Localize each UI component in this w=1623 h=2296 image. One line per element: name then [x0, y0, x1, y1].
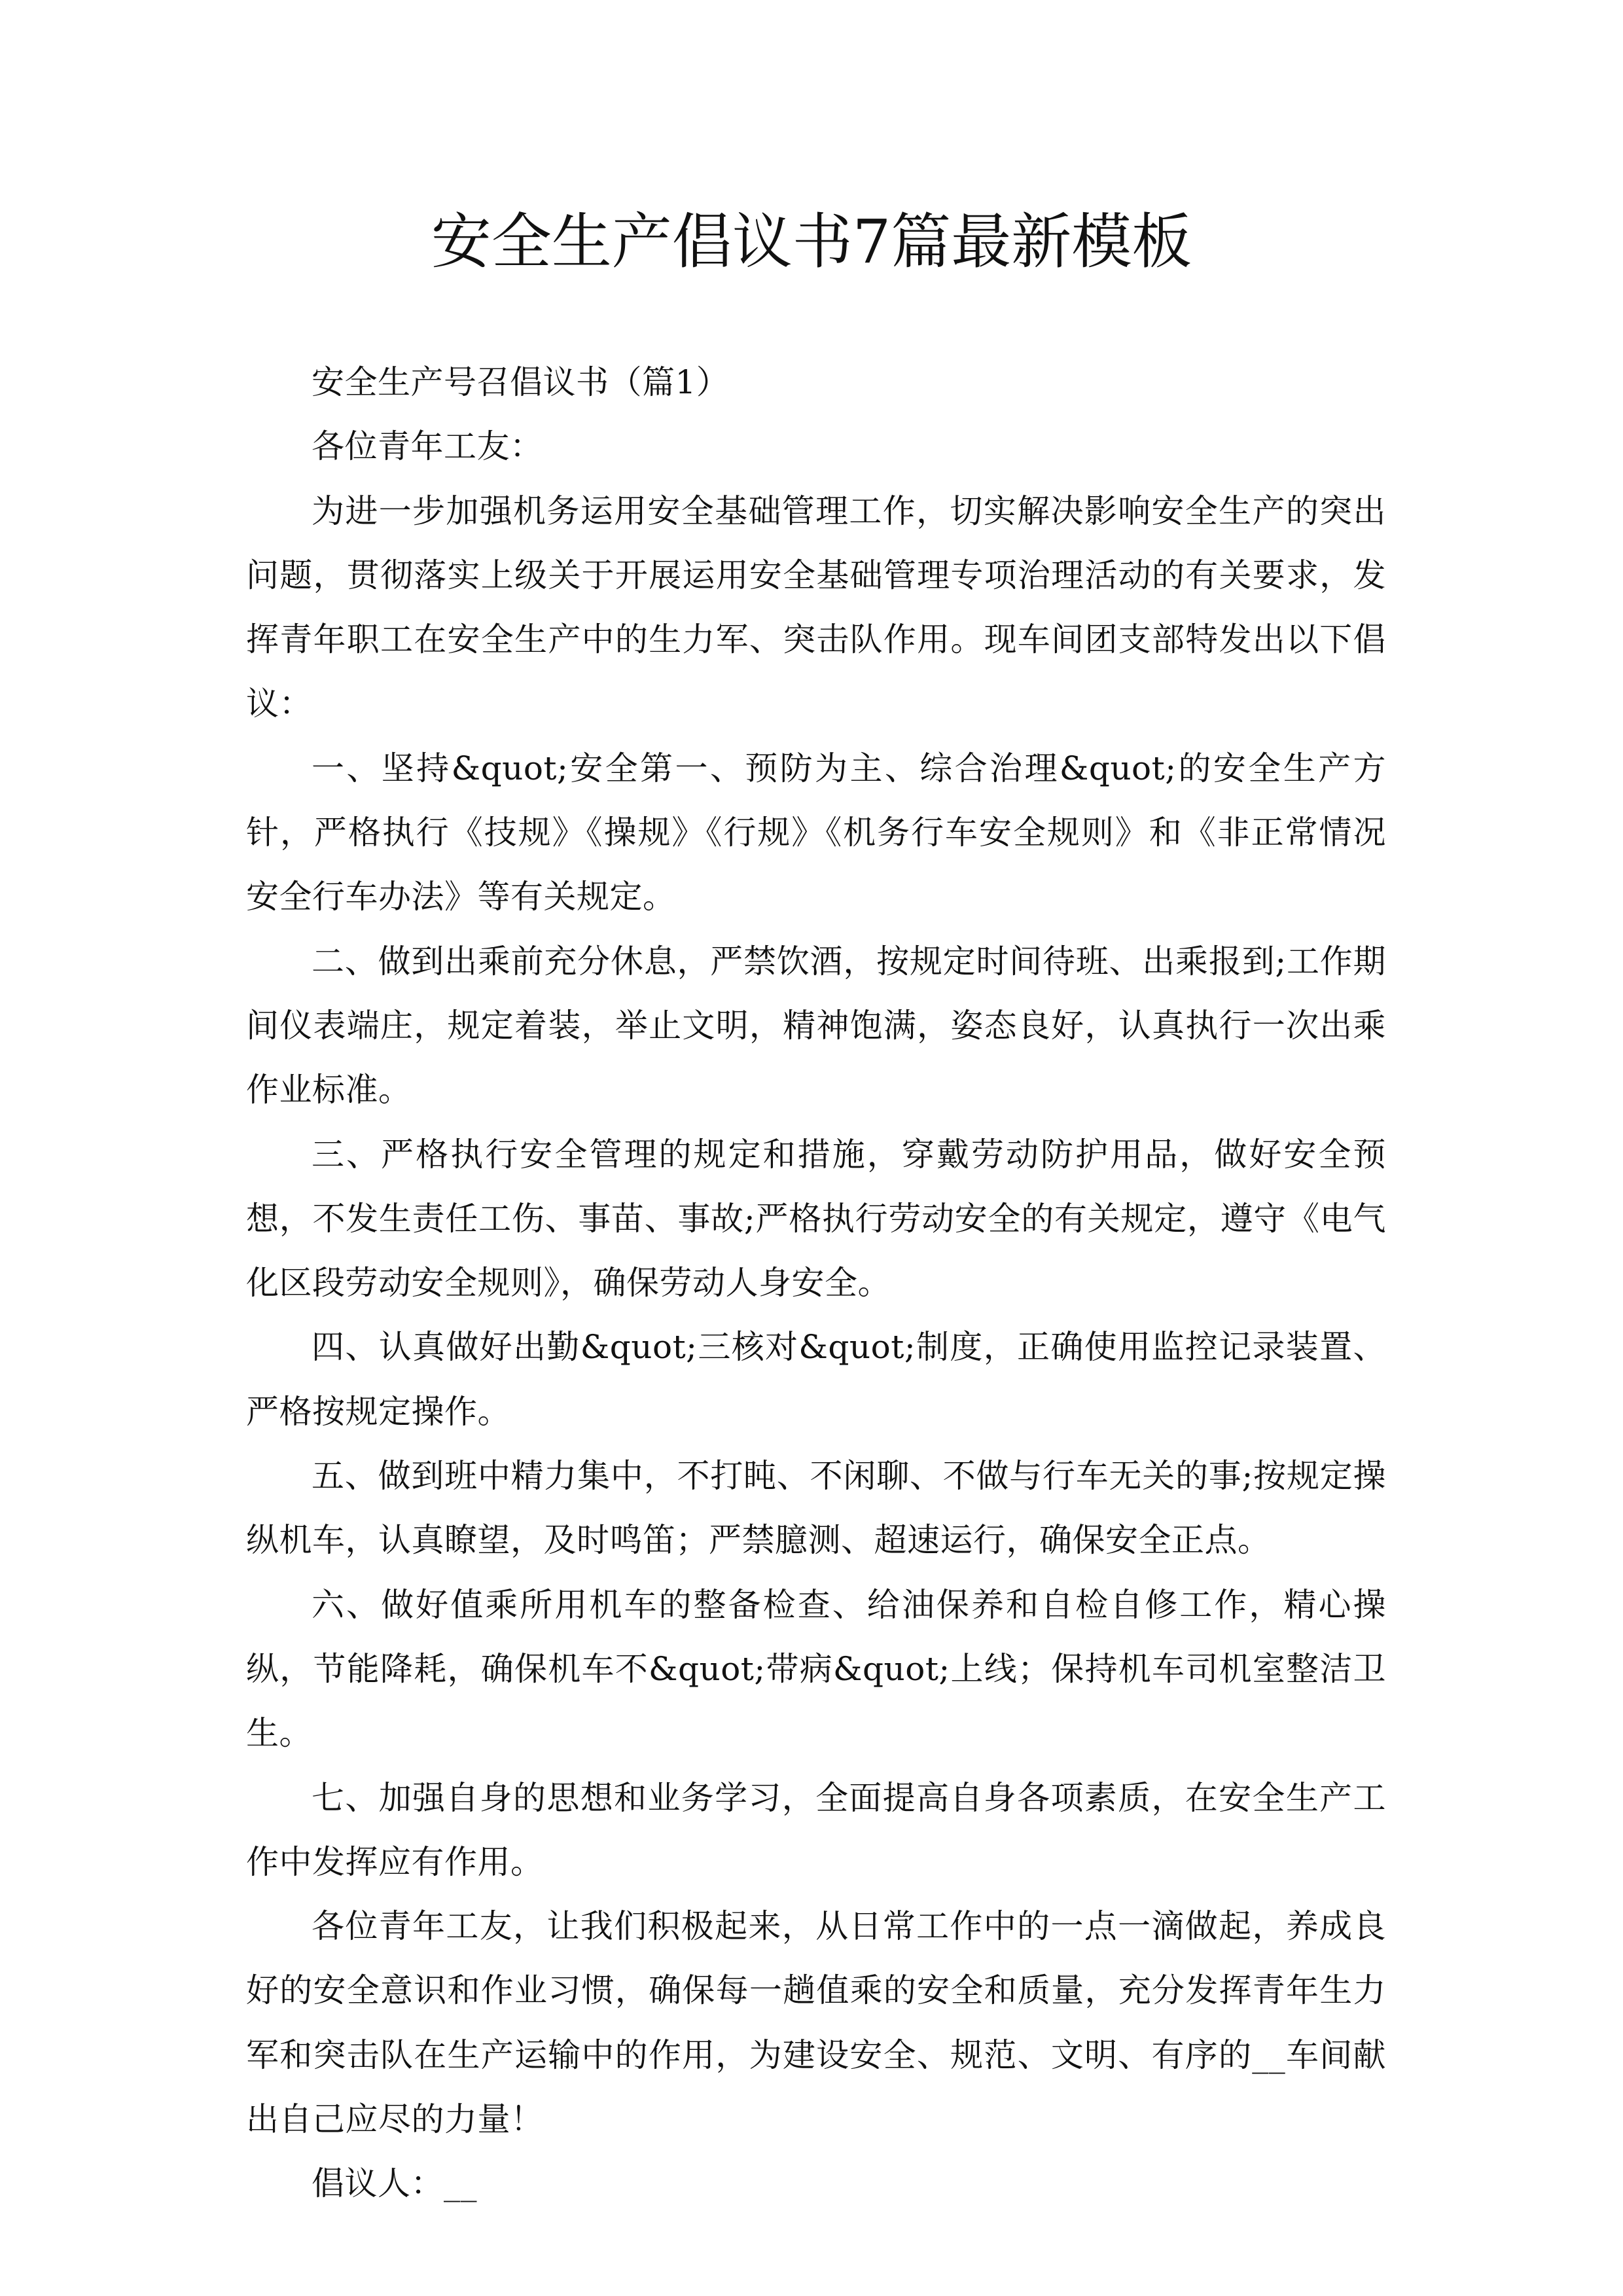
- paragraph-item-5: 五、做到班中精力集中，不打盹、不闲聊、不做与行车无关的事;按规定操纵机车，认真瞭望，及时鸣笛；严禁臆测、超速运行，确保安全正点。: [246, 1457, 1386, 1560]
- section-heading: 安全生产号召倡议书（篇1）: [312, 363, 730, 401]
- paragraph-item-7: 七、加强自身的思想和业务学习，全面提高自身各项素质，在安全生产工作中发挥应有作用。: [246, 1778, 1386, 1881]
- document-body: [246, 350, 1386, 2216]
- paragraph-intro: 为进一步加强机务运用安全基础管理工作，切实解决影响安全生产的突出问题，贯彻落实上级关于开展运用安全基础管理专项治理活动的有关要求，发挥青年职工在安全生产中的生力军、突击队作用。现车间团支部特发出以下倡议：: [246, 492, 1386, 723]
- paragraph-item-2: 二、做到出乘前充分休息，严禁饮酒，按规定时间待班、出乘报到;工作期间仪表端庄，规定着装，举止文明，精神饱满，姿态良好，认真执行一次出乘作业标准。: [246, 942, 1386, 1109]
- paragraph-closing: 各位青年工友，让我们积极起来，从日常工作中的一点一滴做起，养成良好的安全意识和作业习惯，确保每一趟值乘的安全和质量，充分发挥青年生力军和突击队在生产运输中的作用，为建设安全、规范、文明、有序的__车间献出自己应尽的力量！: [246, 1907, 1386, 2139]
- paragraph-item-6: 六、做好值乘所用机车的整备检查、给油保养和自检自修工作，精心操纵，节能降耗，确保机车不&quot;带病&quot;上线；保持机车司机室整洁卫生。: [246, 1585, 1386, 1753]
- signature-line: 倡议人：__: [312, 2164, 477, 2203]
- salutation: 各位青年工友：: [312, 427, 543, 466]
- paragraph-item-4: 四、认真做好出勤&quot;三核对&quot;制度，正确使用监控记录装置、严格按规定操作。: [246, 1328, 1386, 1431]
- paragraph-item-1: 一、坚持&quot;安全第一、预防为主、综合治理&quot;的安全生产方针，严格执行《技规》《操规》《行规》《机务行车安全规则》和《非正常情况安全行车办法》等有关规定。: [246, 749, 1386, 916]
- paragraph-item-3: 三、严格执行安全管理的规定和措施，穿戴劳动防护用品，做好安全预想，不发生责任工伤、事苗、事故;严格执行劳动安全的有关规定，遵守《电气化区段劳动安全规则》，确保劳动人身安全。: [246, 1135, 1386, 1302]
- document-title: 安全生产倡议书7篇最新模板: [431, 207, 1192, 277]
